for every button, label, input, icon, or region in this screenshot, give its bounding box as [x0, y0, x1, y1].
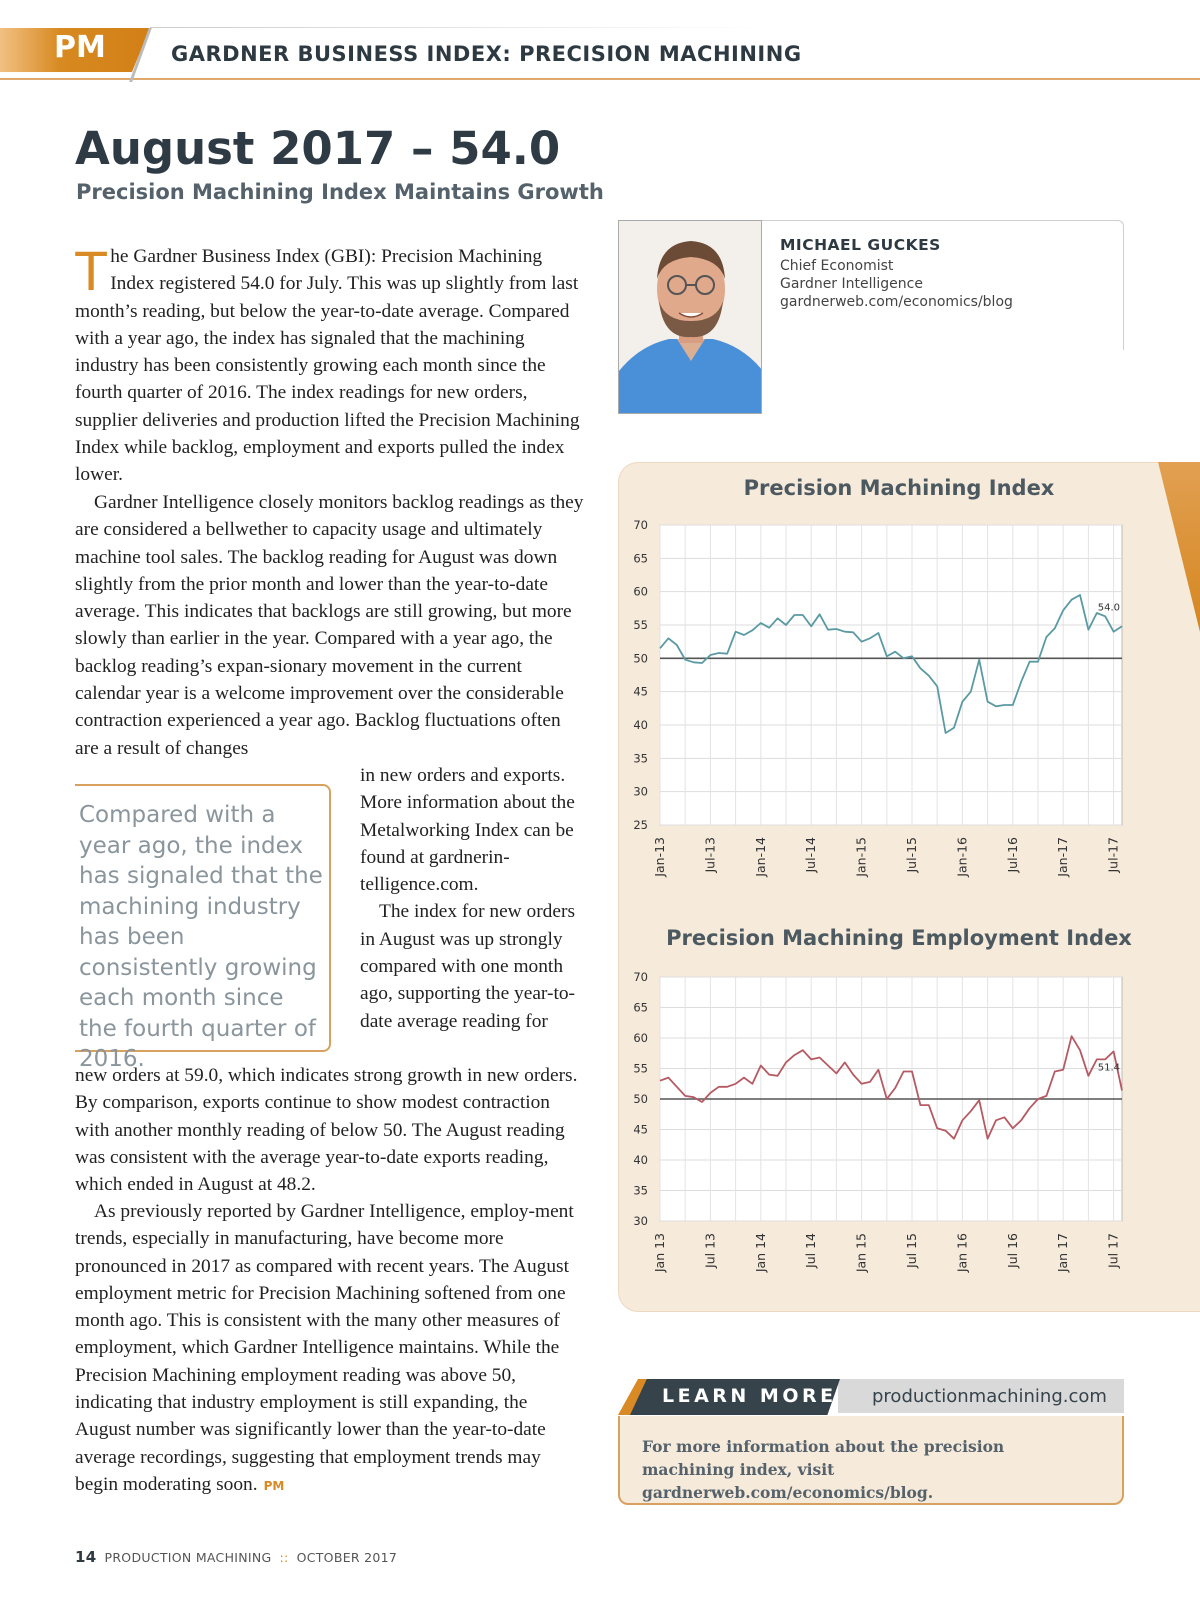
y-tick-label: 50: [633, 651, 648, 666]
author-organization: Gardner Intelligence: [780, 276, 923, 292]
y-tick-label: 55: [633, 618, 648, 632]
y-tick-label: 65: [633, 551, 648, 566]
x-tick-label: Jul-14: [803, 837, 819, 873]
drop-cap: T: [74, 239, 109, 302]
x-tick-label: Jul 14: [803, 1233, 819, 1268]
x-tick-label: Jul 13: [702, 1233, 718, 1268]
learn-more-link[interactable]: productionmachining.com: [872, 1386, 1107, 1407]
x-tick-label: Jan-13: [652, 837, 667, 877]
y-tick-label: 65: [633, 1000, 648, 1015]
section-title: GARDNER BUSINESS INDEX: PRECISION MACHINING: [171, 42, 802, 66]
pull-quote-text: Compared with a year ago, the index has signaled that the machining industry has been consistently growing each month since the fourth quarter of 2016.: [79, 802, 323, 1072]
y-tick-label: 40: [633, 1153, 648, 1167]
pm-badge-label: PM: [54, 30, 106, 65]
author-photo: [618, 220, 762, 414]
x-tick-label: Jan-16: [954, 837, 970, 877]
x-tick-label: Jul-15: [904, 837, 919, 873]
paragraph-3b: The index for new orders in August was up strongly compared with one month ago, supporting the year-to-date average reading for: [360, 901, 576, 1032]
learn-more-text: For more information about the precision machining index, visit gardnerweb.com/economics/blog.: [642, 1437, 1005, 1502]
paragraph-3a: in new orders and exports. More information about the Metalworking Index can be found at gardnerin-telligence.com.: [360, 765, 575, 896]
x-tick-label: Jan 17: [1055, 1233, 1071, 1273]
y-tick-label: 70: [633, 970, 648, 984]
author-portrait-icon: [619, 221, 762, 414]
y-tick-label: 50: [633, 1092, 648, 1106]
learn-more-box: [618, 1379, 1124, 1505]
y-tick-label: 45: [633, 684, 648, 699]
footer-separator: ::: [279, 1550, 289, 1565]
last-value-label: 51.4: [1097, 1062, 1120, 1074]
x-tick-label: Jan 16: [954, 1233, 970, 1273]
plot-area: [660, 525, 1122, 825]
page-footer: [75, 1548, 397, 1566]
paragraph-1-text: he Gardner Business Index (GBI): Precision Machining Index registered 54.0 for July. This was up slightly from last month’s reading, but below the year-to-date average. Compared with a year ago, the index has signaled that the machining industry has been consistently growing each month since the fourth quarter of 2016. The index readings for new orders, supplier deliveries and production lifted the Precision Machining Index while backlog, employment and exports pulled the index lower.: [75, 246, 580, 486]
end-mark: PM: [263, 1478, 285, 1493]
employment-index-chart: [618, 955, 1158, 1295]
y-tick-label: 55: [633, 1061, 648, 1076]
x-tick-label: Jan 14: [752, 1233, 768, 1273]
pull-quote: [75, 784, 331, 1072]
article-title: August 2017 – 54.0: [75, 122, 561, 175]
x-tick-label: Jul-17: [1105, 837, 1121, 873]
author-name: MICHAEL GUCKES: [780, 236, 941, 254]
x-tick-label: Jul 17: [1105, 1233, 1121, 1268]
y-tick-label: 70: [633, 518, 648, 532]
chart-2-title: Precision Machining Employment Index: [666, 926, 1132, 950]
chart-1-title: Precision Machining Index: [743, 476, 1055, 500]
y-tick-label: 60: [633, 584, 648, 599]
x-tick-label: Jan 15: [853, 1233, 869, 1273]
author-box: [618, 220, 1124, 414]
x-tick-label: Jan-15: [853, 837, 869, 877]
x-tick-label: Jan 13: [652, 1233, 667, 1273]
paragraph-2: Gardner Intelligence closely monitors backlog readings as they are considered a bellwether to capacity usage and ultimately machine tool sales. The backlog reading for August was down slightly from the prior month and lower than the year-to-date average. This indicates that backlogs are still growing, but more slowly than earlier in the year. Compared with a year ago, the backlog reading’s expan-sionary movement in the current calendar year is a welcome improvement over the considerable contraction experienced a year ago. Backlog fluctuations often are a result of changes: [75, 492, 584, 759]
page-header: [0, 0, 1200, 82]
paragraph-3: [360, 762, 585, 1035]
x-tick-label: Jul-16: [1004, 837, 1020, 873]
y-tick-label: 30: [633, 784, 648, 799]
last-value-label: 54.0: [1097, 602, 1120, 614]
publication-name: PRODUCTION MACHINING: [104, 1550, 272, 1565]
y-tick-label: 35: [633, 751, 648, 766]
x-tick-label: Jan-17: [1055, 837, 1071, 877]
paragraph-5: [75, 1198, 585, 1500]
x-tick-label: Jul-13: [702, 837, 718, 873]
y-tick-label: 25: [633, 818, 648, 832]
x-tick-label: Jan-14: [752, 837, 768, 877]
learn-more-label: LEARN MORE: [662, 1385, 837, 1407]
author-url[interactable]: gardnerweb.com/economics/blog: [780, 294, 1013, 310]
paragraph-1: [74, 239, 585, 489]
page-number: 14: [75, 1548, 97, 1566]
y-tick-label: 40: [633, 718, 648, 732]
y-tick-label: 30: [633, 1214, 648, 1228]
y-tick-label: 35: [633, 1183, 648, 1198]
paragraph-4: new orders at 59.0, which indicates strong growth in new orders. By comparison, exports continue to show modest contraction with another monthly reading of below 50. The August reading was consistent with the average year-to-date exports reading, which ended in August at 48.2.: [75, 1065, 578, 1196]
author-role: Chief Economist: [780, 258, 894, 274]
precision-machining-index-chart: [618, 505, 1158, 885]
y-tick-label: 60: [633, 1031, 648, 1045]
y-tick-label: 45: [633, 1122, 648, 1137]
paragraph-5-text: As previously reported by Gardner Intelligence, employ-ment trends, especially in manufacturing, have become more pronounced in 2017 as compared with recent years. The August employment metric for Precision Machining softened from one month ago. This is consistent with the many other measures of employment, which Gardner Intelligence maintains. While the Precision Machining employment reading was above 50, indicating that industry employment is still expanding, the August number was significantly lower than the year-to-date average recordings, suggesting that employment trends may begin moderating soon.: [75, 1201, 574, 1495]
issue-date: OCTOBER 2017: [296, 1550, 398, 1565]
article-subtitle: Precision Machining Index Maintains Growth: [76, 180, 604, 204]
x-tick-label: Jul 16: [1004, 1233, 1020, 1268]
x-tick-label: Jul 15: [904, 1233, 919, 1268]
